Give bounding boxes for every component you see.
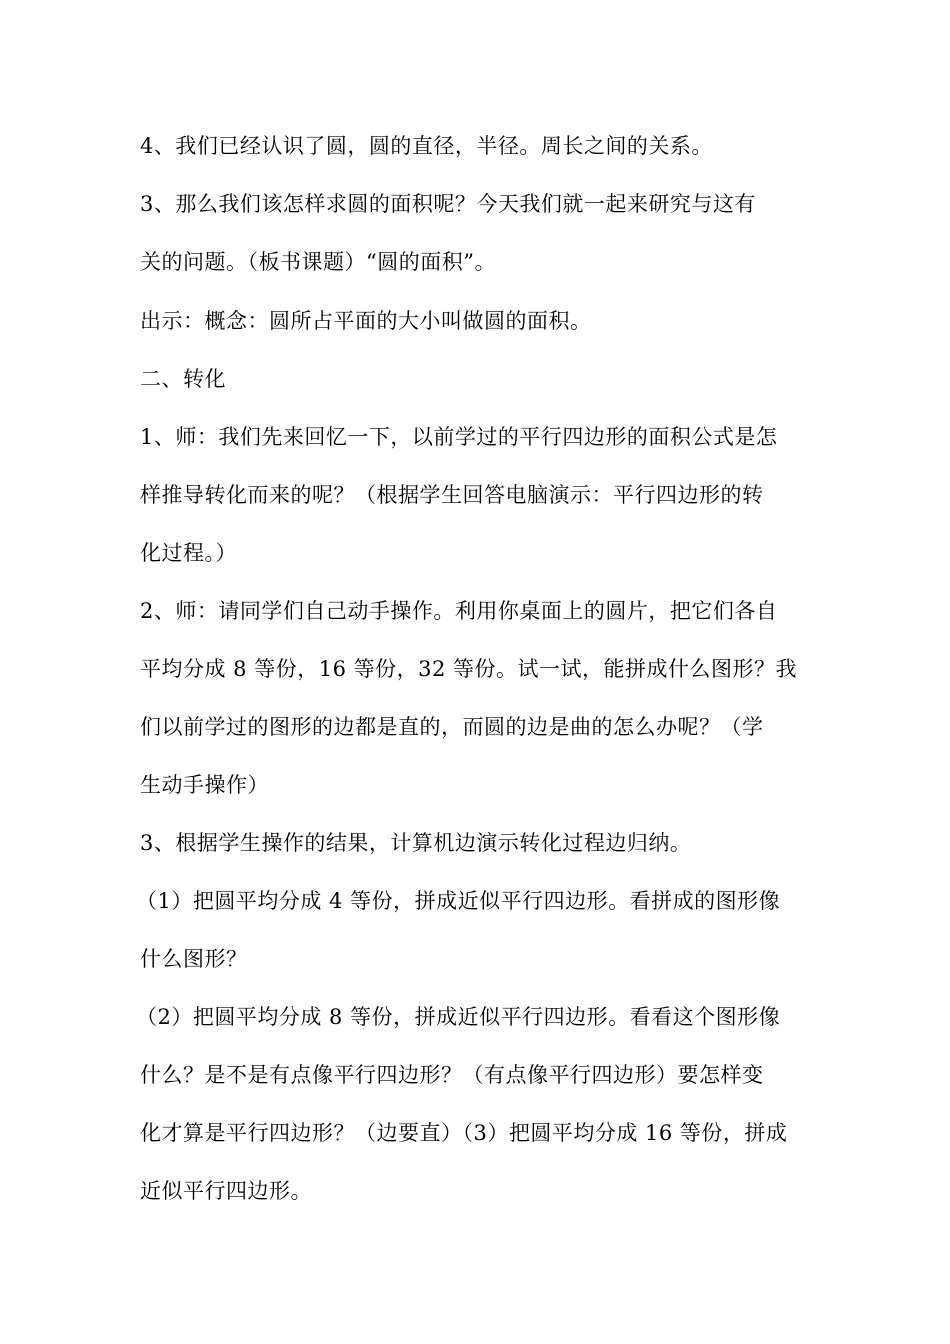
text-line-11: 们以前学过的图形的边都是直的，而圆的边是曲的怎么办呢？（学: [140, 715, 764, 739]
text-line-8: 化过程。）: [140, 541, 237, 565]
text-line-10: 平均分成 8 等份，16 等份，32 等份。试一试，能拼成什么图形？我: [140, 657, 798, 681]
text-line-13: 3、根据学生操作的结果，计算机边演示转化过程边归纳。: [140, 831, 692, 855]
text-line-2: 3、那么我们该怎样求圆的面积呢？今天我们就一起来研究与这有: [140, 192, 756, 216]
text-line-4: 出示：概念：圆所占平面的大小叫做圆的面积。: [140, 309, 592, 333]
section-heading: 二、转化: [140, 367, 226, 391]
text-line-16: （2）把圆平均分成 8 等份，拼成近似平行四边形。看看这个图形像: [136, 1005, 781, 1029]
text-line-3: 关的问题。（板书课题）“圆的面积”。: [140, 250, 496, 274]
text-line-1: 4、我们已经认识了圆，圆的直径，半径。周长之间的关系。: [140, 134, 713, 158]
text-line-7: 样推导转化而来的呢？（根据学生回答电脑演示：平行四边形的转: [140, 483, 764, 507]
text-line-17: 什么？是不是有点像平行四边形？（有点像平行四边形）要怎样变: [140, 1063, 764, 1087]
text-line-19: 近似平行四边形。: [140, 1179, 312, 1203]
text-line-6: 1、师：我们先来回忆一下，以前学过的平行四边形的面积公式是怎: [140, 425, 778, 449]
text-line-14: （1）把圆平均分成 4 等份，拼成近似平行四边形。看拼成的图形像: [136, 889, 781, 913]
text-line-12: 生动手操作）: [140, 773, 269, 797]
text-line-9: 2、师：请同学们自己动手操作。利用你桌面上的圆片，把它们各自: [140, 599, 778, 623]
text-line-18: 化才算是平行四边形？（边要直）（3）把圆平均分成 16 等份，拼成: [140, 1121, 788, 1145]
text-line-15: 什么图形？: [140, 947, 248, 971]
